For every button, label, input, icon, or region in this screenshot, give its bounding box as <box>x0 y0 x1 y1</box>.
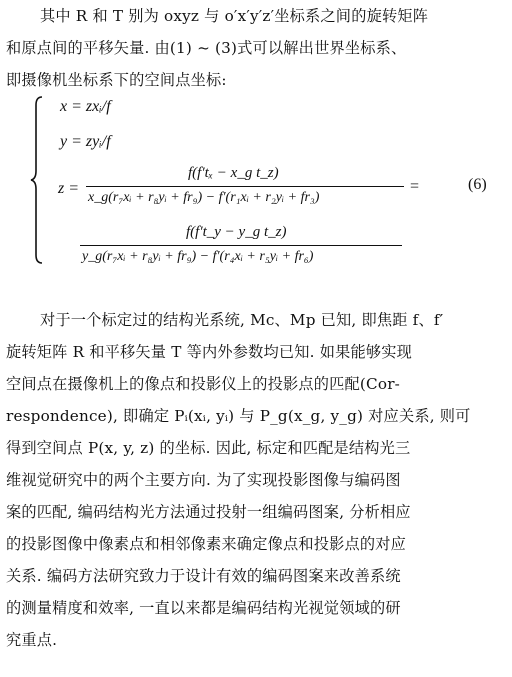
second-numerator: f(f′t_y − y_g t_z) <box>186 224 287 240</box>
text-line: 维视觉研究中的两个主要方向. 为了实现投影图像与编码图 <box>6 471 401 489</box>
text-line: respondence), 即确定 Pᵢ(xᵢ, yᵢ) 与 P_g(x_g, y_g) 对应关系, 则可 <box>6 407 471 425</box>
text-line: 即摄像机坐标系下的空间点坐标: <box>6 71 227 89</box>
text-line: 和原点间的平移矢量. 由(1) ~ (3)式可以解出世界坐标系、 <box>6 39 407 57</box>
text-line: 空间点在摄像机上的像点和投影仪上的投影点的匹配(Cor- <box>6 375 400 393</box>
text-line: 得到空间点 P(x, y, z) 的坐标. 因此, 标定和匹配是结构光三 <box>6 439 411 457</box>
text-line: 的测量精度和效率, 一直以来都是编码结构光视觉领域的研 <box>6 599 401 617</box>
equation-equals: = <box>410 178 420 195</box>
equation-line-y: y = zyᵢ/f <box>60 133 111 150</box>
text-line: 案的匹配, 编码结构光方法通过投射一组编码图案, 分析相应 <box>6 503 411 521</box>
second-denominator: y_g(r₇xᵢ + r₈yᵢ + fr₉) − f′(r₄xᵢ + r₅yᵢ + fr₆) <box>82 249 314 264</box>
text-line: 的投影图像中像素点和相邻像素来确定像点和投影点的对应 <box>6 535 407 553</box>
text-line: 关系. 编码方法研究致力于设计有效的编码图案来改善系统 <box>6 567 401 585</box>
text-line: 其中 R 和 T 别为 oxyz 与 o′x′y′z′坐标系之间的旋转矩阵 <box>40 7 429 25</box>
text-line: 旋转矩阵 R 和平移矢量 T 等内外参数均已知. 如果能够实现 <box>6 343 413 361</box>
second-fraction-bar <box>80 245 402 246</box>
text-line: 究重点. <box>6 631 58 649</box>
equation-line-x: x = zxᵢ/f <box>60 98 111 115</box>
equation-z-lhs: z = <box>58 180 80 197</box>
left-brace <box>30 95 44 265</box>
z-fraction-bar <box>86 186 404 187</box>
z-numerator: f(f′tₓ − x_g t_z) <box>188 165 279 181</box>
equation-number: (6) <box>468 176 487 193</box>
text-line: 对于一个标定过的结构光系统, Mc、Mp 已知, 即焦距 f、f′ <box>40 311 444 329</box>
z-denominator: x_g(r₇xᵢ + r₈yᵢ + fr₉) − f′(r₁xᵢ + r₂yᵢ + fr₃) <box>88 190 320 205</box>
